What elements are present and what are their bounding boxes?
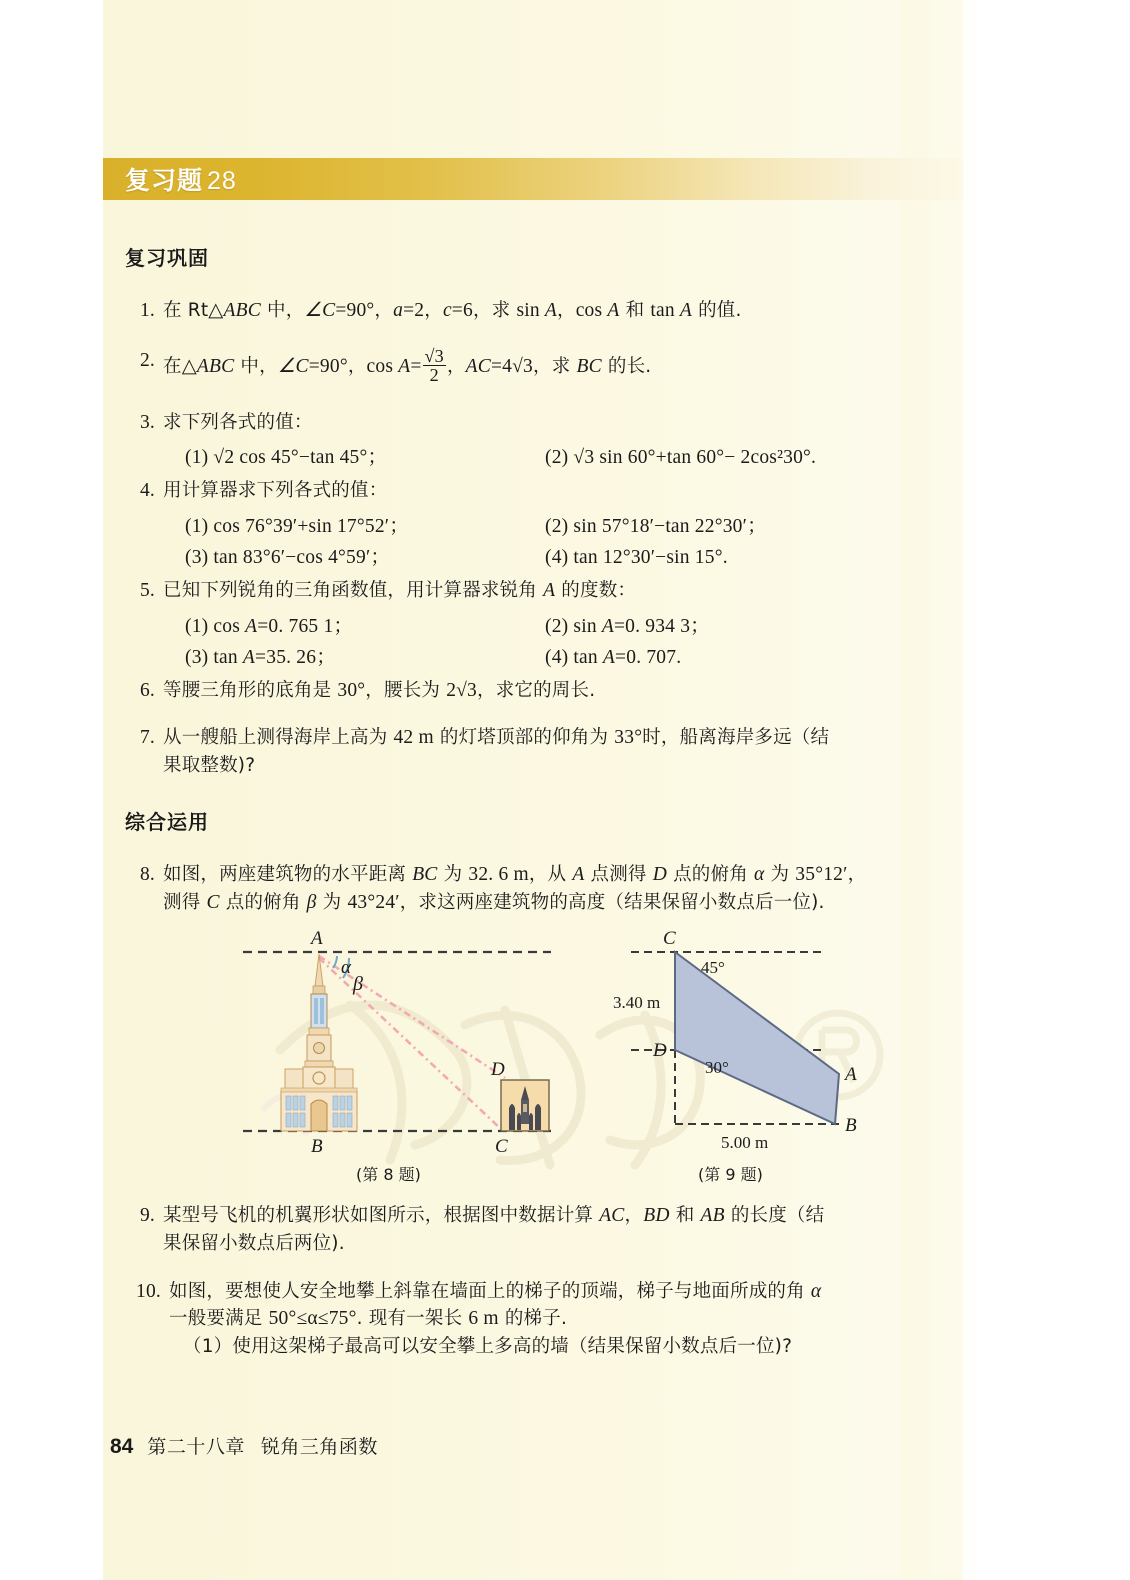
figure-9-label-C: C (663, 928, 676, 950)
problem-3-item-1-label: (1) (185, 447, 209, 469)
problem-5-item-4-var: A (602, 646, 616, 668)
problem-4-row-1 (163, 513, 963, 544)
footer-chapter-title: 锐角三角函数 (260, 1436, 378, 1458)
problem-5-item-2-var: A (601, 615, 614, 637)
problem-6-body (163, 677, 963, 705)
problem-4-item-2 (545, 513, 767, 541)
problem-4-item-4-label: (4) (545, 547, 569, 569)
problem-9-number: 9. (139, 1205, 155, 1227)
p2-comma-2: ， (446, 355, 466, 377)
p6-seg-a: 等腰三角形的底角是 (163, 679, 338, 701)
p1-angle-c-value: =90° (335, 300, 375, 321)
p8-l2-d: ，求这两座建筑物的高度（结果保留小数点后一位). (399, 891, 825, 913)
p6-seg-c: ，求它的周长. (477, 679, 596, 701)
p2-seg-求: ，求 (533, 355, 577, 377)
p1-comma-3: ， (557, 300, 576, 321)
problem-5-item-2 (545, 613, 710, 641)
p2-fraction-numerator: √3 (424, 345, 444, 366)
problem-5-item-3-var: A (242, 646, 256, 668)
problem-2-number: 2. (139, 349, 155, 371)
p8-point-d: D (652, 863, 668, 885)
p1-seg-求: ，求 (472, 300, 517, 321)
p7-line1-b: 的灯塔顶部的仰角为 (433, 727, 615, 749)
p8-bc: BC (412, 863, 438, 885)
p2-triangle-symbol: △ (181, 355, 197, 377)
problem-4-row-2 (163, 544, 963, 575)
p8-l1-b: 为 (437, 863, 469, 885)
p9-ac: AC (599, 1205, 625, 1227)
p9-l1-c: 和 (669, 1205, 701, 1227)
p9-l1-d: 的长度（结 (724, 1205, 825, 1227)
p10-l2-c: 的梯子. (498, 1308, 568, 1330)
p8-beta-value: 43°24′ (347, 891, 400, 913)
problem-6 (125, 677, 963, 705)
p10-l2-a: 一般要满足 (169, 1308, 269, 1330)
problem-1-body (163, 297, 963, 325)
p8-l2-c: 为 (316, 891, 348, 913)
p1-triangle-symbol: △ (208, 300, 224, 321)
p1-cos-arg: A (607, 300, 620, 321)
p10-l2-b: . 现有一架长 (356, 1308, 469, 1330)
p1-seg-b: 中， (260, 300, 305, 321)
problem-4-item-1-label: (1) (185, 516, 209, 538)
figure-8-label-B: B (311, 1136, 323, 1157)
p8-alpha-value: 35°12′ (795, 863, 848, 885)
problem-5-item-3-value: =35. 26； (255, 646, 336, 668)
p8-beta: β (306, 891, 317, 913)
p2-abc: ABC (196, 355, 235, 377)
p8-l1-c: ，从 (528, 863, 573, 885)
figure-9-angle-30: 30° (705, 1058, 729, 1078)
figure-9-label-B: B (845, 1115, 857, 1137)
p2-seg-b: 中， (234, 355, 278, 377)
problem-5-subitems (125, 613, 963, 675)
problem-3-item-2 (545, 444, 816, 472)
problem-3-item-1 (185, 444, 387, 472)
p9-l2: 果保留小数点后两位). (163, 1232, 345, 1254)
section-heading-review: 复习巩固 (125, 246, 209, 270)
problem-10 (125, 1278, 963, 1361)
footer-page-number: 84 (110, 1435, 134, 1458)
p2-fraction-denominator: 2 (429, 365, 439, 386)
problem-5-item-2-value: =0. 934 3； (613, 615, 710, 637)
p1-var-c: c (442, 300, 452, 321)
p1-tan-arg: A (679, 300, 692, 321)
p7-line1-c: 时，船离海岸多远（结 (642, 727, 830, 749)
p8-point-a: A (572, 863, 585, 885)
problem-5-item-2-fn: sin (573, 615, 602, 637)
problem-4 (125, 477, 963, 505)
problem-5-item-4-fn: tan (573, 646, 603, 668)
problem-5-item-1 (185, 613, 353, 641)
problem-7-body (163, 724, 963, 779)
p2-ac: AC (465, 355, 491, 377)
problem-5-item-1-value: =0. 765 1； (257, 615, 354, 637)
problem-4-item-1 (185, 513, 409, 541)
page-content (103, 200, 963, 1361)
p2-cos: cos (366, 355, 399, 377)
problem-5-item-1-label: (1) (185, 615, 209, 637)
figure-8-caption (356, 1162, 421, 1185)
chapter-review-banner (103, 158, 963, 200)
p10-angle-range: 50°≤α≤75° (268, 1308, 357, 1330)
problem-10-number: 10. (136, 1280, 161, 1302)
problem-8 (125, 861, 963, 916)
p7-elevation-angle: 33° (614, 727, 643, 749)
small-building (501, 1080, 549, 1131)
p9-l1-b: ， (624, 1205, 644, 1227)
figure-8-label-C: C (495, 1136, 508, 1157)
p9-bd: BD (643, 1205, 670, 1227)
figure-9-length-bottom: 5.00 m (721, 1133, 769, 1153)
problem-5-item-3-label: (3) (185, 646, 209, 668)
problem-3-item-1-expr: √2 cos 45°−tan 45°； (213, 447, 388, 469)
p9-ab: AB (700, 1205, 725, 1227)
problem-3-row (163, 444, 963, 475)
problem-4-item-2-label: (2) (545, 516, 569, 538)
p10-alpha: α (810, 1280, 822, 1302)
problem-4-item-3 (185, 544, 390, 572)
figure-8-label-D: D (491, 1059, 505, 1081)
figures-row (103, 928, 963, 1196)
p1-var-a-value: =2 (403, 300, 425, 321)
p8-l1-d2: 点测得 (584, 863, 653, 885)
banner-title-text: 复习题 (125, 166, 204, 195)
problem-4-subitems (125, 513, 963, 575)
p10-l3: （1）使用这架梯子最高可以安全攀上多高的墙（结果保留小数点后一位)? (183, 1335, 793, 1357)
section-heading-application: 综合运用 (125, 809, 209, 834)
p2-bc: BC (576, 355, 602, 377)
p2-equals: = (410, 355, 422, 377)
p9-l1-a: 某型号飞机的机翼形状如图所示，根据图中数据计算 (163, 1205, 600, 1227)
figure-8-label-beta: β (353, 973, 363, 996)
p1-seg-tail: 的值. (692, 300, 742, 321)
problem-4-item-2-expr: sin 57°18′−tan 22°30′； (573, 516, 767, 538)
p8-l1-f: 为 (764, 863, 796, 885)
banner-title (125, 161, 237, 197)
figure-8-label-A: A (311, 928, 323, 950)
problem-6-number: 6. (139, 679, 155, 701)
problem-8-body (163, 861, 963, 916)
p1-var-a: a (393, 300, 404, 321)
problem-7 (125, 724, 963, 779)
problem-5-item-1-var: A (245, 615, 258, 637)
problem-5-item-1-fn: cos (213, 615, 246, 637)
problem-5-number: 5. (139, 580, 155, 602)
p1-comma-1: ， (374, 300, 394, 321)
p1-abc: ABC (223, 300, 261, 321)
problem-4-item-3-expr: tan 83°6′−cos 4°59′； (213, 547, 391, 569)
problem-4-stem (163, 477, 963, 505)
problem-5-item-4-label: (4) (545, 646, 569, 668)
problem-4-number: 4. (139, 480, 155, 502)
p2-angle-c-value: =90° (308, 355, 348, 377)
figure-9-caption (698, 1162, 763, 1185)
problem-5-row-1 (163, 613, 963, 644)
p1-comma-2: ， (424, 300, 443, 321)
p10-ladder-length: 6 m (468, 1308, 499, 1330)
problem-4-item-1-expr: cos 76°39′+sin 17°52′； (213, 516, 409, 538)
problem-3-number: 3. (139, 411, 155, 433)
problem-5-item-3-fn: tan (213, 646, 243, 668)
p2-ac-value: =4 (490, 355, 513, 377)
p2-cos-arg: A (398, 355, 411, 377)
p6-side-coef: 2 (446, 679, 457, 701)
problem-1-number: 1. (139, 300, 155, 321)
p7-line2: 果取整数)? (163, 755, 256, 777)
p2-angle-c: ∠C (277, 355, 309, 377)
problem-4-item-4-expr: tan 12°30′−sin 15°. (573, 547, 728, 569)
p8-distance: 32. 6 m (468, 863, 529, 885)
tall-building (281, 954, 357, 1131)
figure-9-label-D: D (653, 1040, 667, 1062)
problem-3 (125, 409, 963, 437)
problem-10-body (169, 1278, 963, 1361)
problem-5-stem (163, 577, 963, 605)
figure-9-length-cd: 3.40 m (613, 993, 661, 1013)
figure-8-caption-text: (第 8 题) (356, 1165, 421, 1185)
problem-4-item-4 (545, 544, 728, 572)
p7-line1-a: 从一艘船上测得海岸上高为 (163, 727, 394, 749)
p8-point-c: C (206, 891, 220, 913)
problem-7-number: 7. (139, 727, 155, 749)
p6-seg-b: ，腰长为 (365, 679, 447, 701)
p8-l2-b: 点的俯角 (219, 891, 307, 913)
p7-lighthouse-height: 42 m (393, 727, 434, 749)
problem-2 (125, 347, 963, 385)
problem-5-item-4-value: =0. 707. (615, 646, 682, 668)
p2-seg-a: 在 (163, 355, 182, 377)
p1-seg-a: 在 Rt (163, 300, 209, 321)
p1-var-c-value: =6 (451, 300, 473, 321)
wing-polygon (675, 952, 839, 1124)
p8-l1-g: ， (847, 863, 867, 885)
problem-5-item-2-label: (2) (545, 615, 569, 637)
problem-3-stem-text: 求下列各式的值： (163, 411, 313, 433)
figure-9-angle-45: 45° (701, 958, 725, 978)
p6-side-sqrt3: √3 (456, 679, 477, 701)
figure-9-label-A: A (845, 1064, 857, 1086)
problem-5-stem-b: 的度数： (555, 580, 637, 602)
p1-angle-c: ∠C (304, 300, 336, 321)
problem-4-stem-text: 用计算器求下列各式的值： (163, 480, 388, 502)
footer-chapter: 第二十八章 (147, 1436, 245, 1458)
p6-base-angle: 30° (337, 679, 366, 701)
p1-sin: sin (516, 300, 545, 321)
figure-8-label-alpha: α (341, 957, 351, 979)
p10-l1-a: 如图，要想使人安全地攀上斜靠在墙面上的梯子的顶端，梯子与地面所成的角 (169, 1280, 811, 1302)
p2-seg-tail: 的长. (601, 355, 652, 377)
problem-9-body (163, 1202, 963, 1257)
problem-4-item-3-label: (3) (185, 547, 209, 569)
p1-seg-和: 和 (619, 300, 651, 321)
figure-9-caption-text: (第 9 题) (698, 1165, 763, 1185)
figure-9-wing (613, 928, 943, 1156)
problem-3-item-2-label: (2) (545, 447, 569, 469)
p1-cos: cos (575, 300, 608, 321)
problem-8-number: 8. (139, 863, 155, 885)
p2-fraction (423, 347, 446, 385)
problem-9 (125, 1202, 963, 1257)
problem-3-stem (163, 409, 963, 437)
p2-sqrt3: √3 (512, 355, 533, 377)
p1-tan: tan (650, 300, 680, 321)
p2-comma-1: ， (347, 355, 367, 377)
p8-alpha: α (753, 863, 765, 885)
p1-sin-arg: A (544, 300, 557, 321)
figure-8-buildings (233, 928, 563, 1156)
problem-5-stem-var: A (543, 580, 556, 602)
problem-5 (125, 577, 963, 605)
p8-l1-a: 如图，两座建筑物的水平距离 (163, 863, 413, 885)
problem-2-body (163, 347, 963, 385)
problem-3-item-2-expr: √3 sin 60°+tan 60°− 2cos²30°. (573, 447, 817, 469)
problem-1 (125, 297, 963, 325)
p8-l1-e: 点的俯角 (667, 863, 754, 885)
problem-5-item-4 (545, 644, 681, 672)
banner-number: 28 (207, 167, 237, 195)
problem-5-row-2 (163, 644, 963, 675)
p8-l2-a: 测得 (163, 891, 207, 913)
problem-3-subitems (125, 444, 963, 475)
problem-5-item-3 (185, 644, 336, 672)
problem-5-stem-a: 已知下列锐角的三角函数值，用计算器求锐角 (163, 580, 544, 602)
page-footer (110, 1432, 378, 1459)
